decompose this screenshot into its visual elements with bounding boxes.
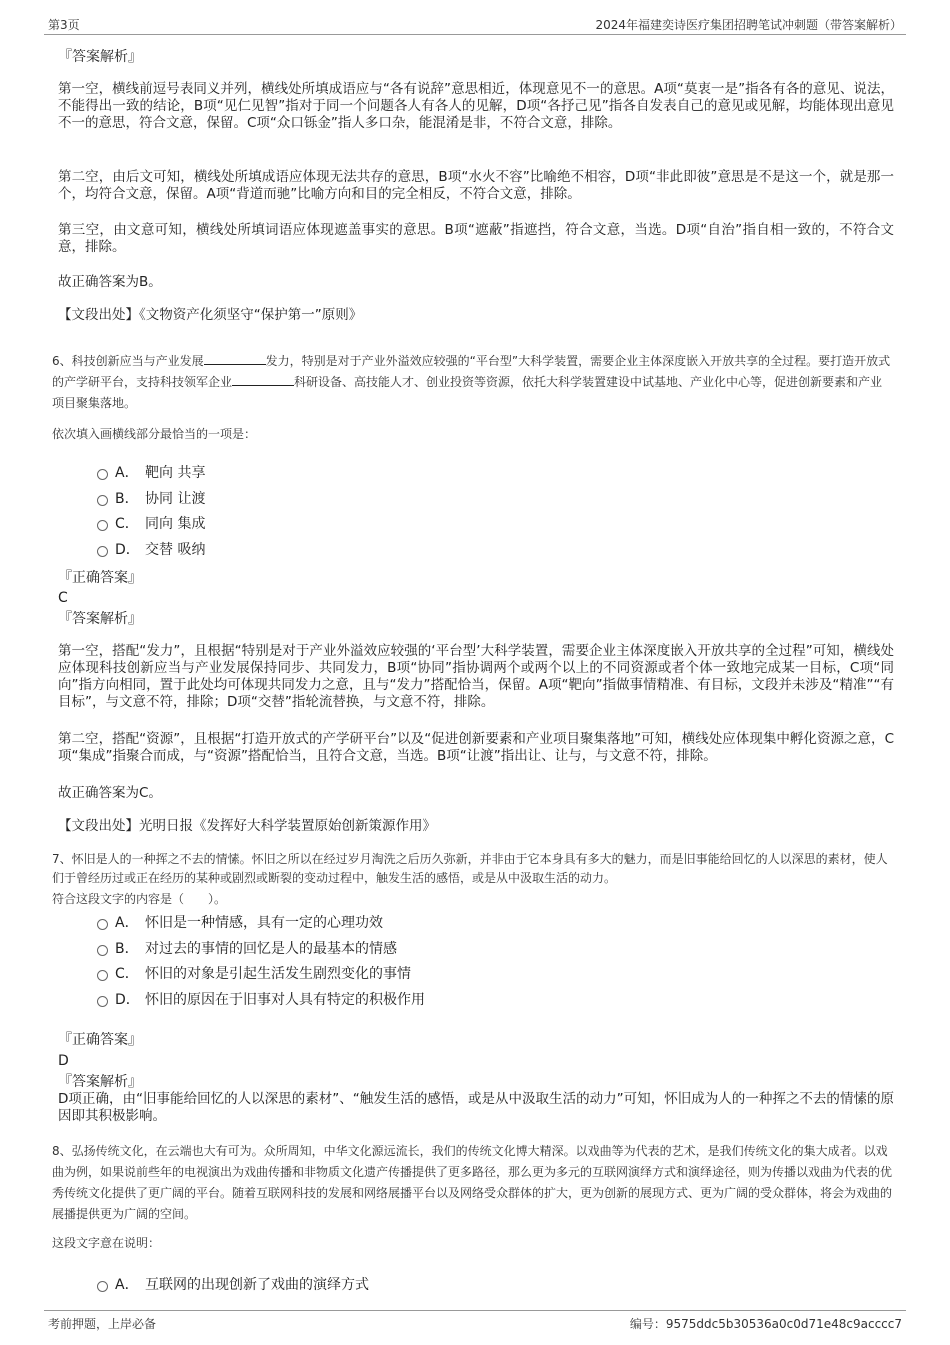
question-prompt: 依次填入画横线部分最恰当的一项是： [52, 427, 257, 441]
conclusion: 故正确答案为C。 [58, 785, 162, 801]
options-list [58, 461, 558, 563]
document-code: 编号：9575ddc5b30536a0c0d71e48c9acccc7 [629, 1317, 902, 1331]
options-list [58, 1273, 658, 1299]
radio-icon[interactable] [97, 520, 108, 531]
question-prompt: 符合这段文字的内容是（ ）。 [52, 892, 227, 906]
analysis-paragraph: 第一空，搭配“发力”，且根据“特别是对于产业外溢效应较强的‘平台型’大科学装置，需要企业主体深度嵌入开放共享的全过程”可知，横线处应体现科技创新应当与产业发展保持同步、共同发力，B项“协同”指协调两个或两个以上的不同资源或者个体一致地完成某一目标，C项“同向”指方向相同，置于此处均可体现共同发力之意，且与“发力”搭配恰当，保留。A项“靶向”指做事情精准、有目标，文段并未涉及“精准”“有目标”，与文意不符，排除；D项“交替”指轮流替换，与文意不符，排除。 [58, 643, 894, 710]
correct-answer-label: 『正确答案』 [58, 570, 142, 586]
question-stem: 6、科技创新应当与产业发展 发力，特别是对于产业外溢效应较强的“平台型”大科学装置，需要企业主体深度嵌入开放共享的全过程。要打造开放式的产学研平台，支持科技领军企业 科研设备、高技能人才、创业投资等资源，依托大科学装置建设中试基地、产业化中心等，促进创新要素和产业项目聚集落地。 [52, 354, 891, 410]
radio-icon[interactable] [97, 1281, 108, 1292]
option-a[interactable]: A． 靶向 共享 [58, 461, 558, 487]
option-a[interactable]: A． 互联网的出现创新了戏曲的演绎方式 [58, 1273, 658, 1299]
radio-icon[interactable] [97, 919, 108, 930]
radio-icon[interactable] [97, 970, 108, 981]
radio-icon[interactable] [97, 945, 108, 956]
correct-answer-label: 『正确答案』 [58, 1032, 142, 1048]
option-a[interactable]: A． 怀旧是一种情感，具有一定的心理功效 [58, 911, 658, 937]
radio-icon[interactable] [97, 996, 108, 1007]
source-citation: 【文段出处】光明日报《发挥好大科学装置原始创新策源作用》 [58, 818, 436, 834]
question-prompt: 这段文字意在说明： [52, 1236, 161, 1250]
option-d[interactable]: D． 交替 吸纳 [58, 538, 558, 564]
option-c[interactable]: C． 同向 集成 [58, 512, 558, 538]
question-6 [52, 351, 894, 445]
analysis-label: 『答案解析』 [58, 49, 142, 65]
radio-icon[interactable] [97, 546, 108, 557]
question-stem: 8、弘扬传统文化，在云端也大有可为。众所周知，中华文化源远流长，我们的传统文化博大精深。以戏曲等为代表的艺术，是我们传统文化的集大成者。以戏曲为例，如果说前些年的电视演出为戏曲传播和非物质文化遗产传播提供了更多路径，那么更为多元的互联网演绎方式和演绎途径，则为传播以戏曲为代表的优秀传统文化提供了更广阔的平台。随着互联网科技的发展和网络展播平台以及网络受众群体的扩大，更为创新的展现方式、更为广阔的受众群体，将会为戏曲的展播提供更为广阔的空间。 [52, 1144, 893, 1221]
source-citation: 【文段出处】《文物资产化须坚守“保护第一”原则》 [58, 307, 363, 323]
radio-icon[interactable] [97, 469, 108, 480]
fill-blank [232, 373, 294, 386]
analysis-paragraph: 第三空，由文意可知，横线处所填词语应体现遮盖事实的意思。B项“遮蔽”指遮挡，符合文意，当选。D项“自治”指自相一致的，不符合文意，排除。 [58, 222, 894, 255]
footer-slogan: 考前押题，上岸必备 [48, 1317, 157, 1331]
page-header [44, 14, 906, 35]
radio-icon[interactable] [97, 495, 108, 506]
analysis-paragraph: D项正确，由“旧事能给回忆的人以深思的素材”、“触发生活的感悟，或是从中汲取生活的动力”可知，怀旧成为人的一种挥之不去的情愫的原因即其积极影响。 [58, 1091, 894, 1124]
conclusion: 故正确答案为B。 [58, 274, 162, 290]
fill-blank [204, 352, 266, 365]
option-b[interactable]: B． 协同 让渡 [58, 487, 558, 513]
page-number: 第3页 [48, 18, 80, 32]
option-d[interactable]: D． 怀旧的原因在于旧事对人具有特定的积极作用 [58, 988, 658, 1014]
question-stem: 7、怀旧是人的一种挥之不去的情愫。怀旧之所以在经过岁月淘洗之后历久弥新，并非由于它本身具有多大的魅力，而是旧事能给回忆的人以深思的素材，使人们于曾经历过或正在经历的某种或剧烈或断裂的变动过程中，触发生活的感悟，或是从中汲取生活的动力。 [52, 852, 888, 885]
analysis-paragraph: 第二空，搭配“资源”，且根据“打造开放式的产学研平台”以及“促进创新要素和产业项目聚集落地”可知，横线处应体现集中孵化资源之意，C项“集成”指聚合而成，与“资源”搭配恰当，且符合文意，当选。B项“让渡”指出让、让与，与文意不符，排除。 [58, 731, 894, 764]
analysis-label: 『答案解析』 [58, 1074, 142, 1090]
correct-answer: C [58, 590, 68, 606]
document-title: 2024年福建奕诗医疗集团招聘笔试冲刺题（带答案解析） [595, 18, 902, 32]
analysis-paragraph: 第二空，由后文可知，横线处所填成语应体现无法共存的意思，B项“水火不容”比喻绝不相容，D项“非此即彼”意思是不是这一个，就是那一个，均符合文意，保留。A项“背道而驰”比喻方向和目的完全相反，不符合文意，排除。 [58, 169, 894, 202]
correct-answer: D [58, 1053, 69, 1069]
analysis-label: 『答案解析』 [58, 611, 142, 627]
analysis-paragraph: 第一空，横线前逗号表同义并列，横线处所填成语应与“各有说辞”意思相近，体现意见不一的意思。A项“莫衷一是”指各有各的意见、说法，不能得出一致的结论，B项“见仁见智”指对于同一个问题各人有各人的见解，D项“各抒己见”指各自发表自己的意见或见解，均能体现出意见不一的意思，符合文意，保留。C项“众口铄金”指人多口杂，能混淆是非，不符合文意，排除。 [58, 81, 894, 131]
option-c[interactable]: C． 怀旧的对象是引起生活发生剧烈变化的事情 [58, 962, 658, 988]
options-list [58, 911, 658, 1013]
page-footer [44, 1310, 906, 1331]
option-b[interactable]: B． 对过去的事情的回忆是人的最基本的情感 [58, 937, 658, 963]
